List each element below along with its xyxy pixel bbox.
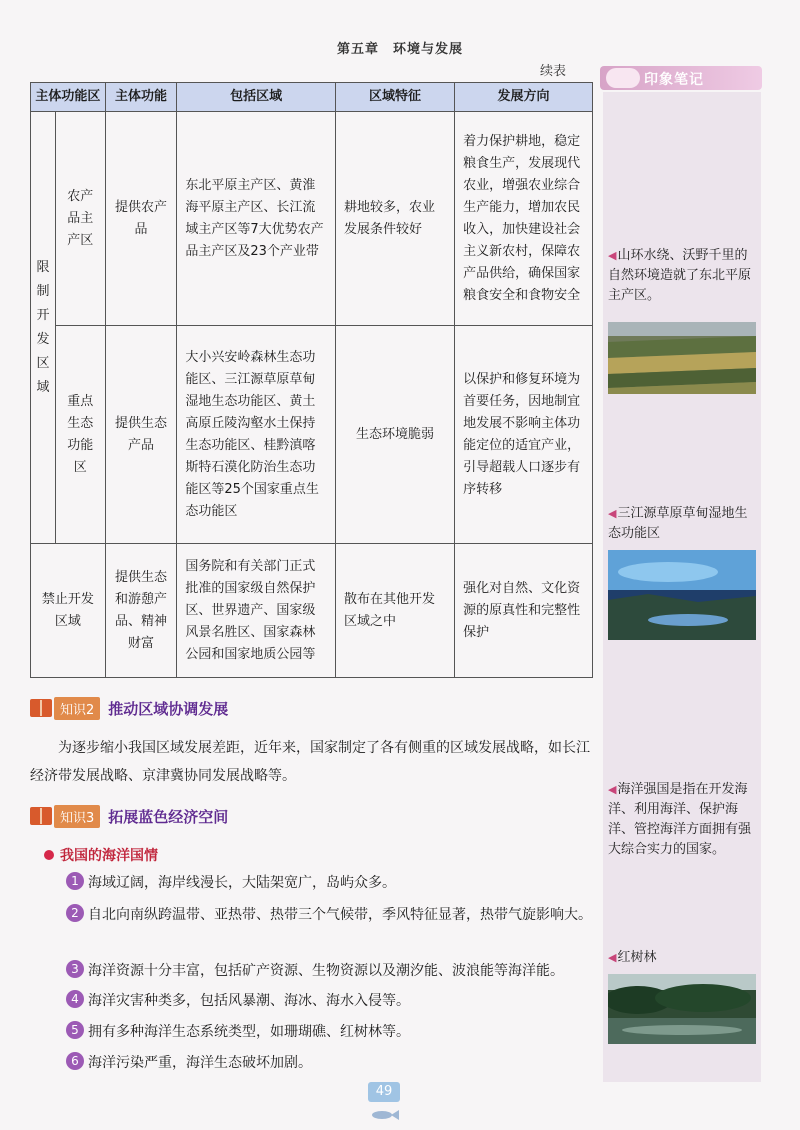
sidebar-note-sanjiangyuan: ◀三江源草原草甸湿地生态功能区 (608, 506, 748, 541)
pointer-icon: ◀ (608, 783, 617, 796)
table-row (31, 112, 593, 326)
feature-cell: 生态环境脆弱 (335, 326, 454, 544)
photo-northeast-plain (608, 322, 756, 394)
sidebar-title: 印象笔记 (644, 72, 704, 88)
knowledge-tag: 知识3 (54, 805, 100, 828)
table-header: 主体功能 (105, 83, 177, 112)
knowledge-2-text: 为逐步缩小我国区域发展差距，近年来，国家制定了各有侧重的区域发展战略，如长江经济带发展战略、京津冀协同发展战略等。 (30, 740, 590, 784)
function-cell: 提供农产品 (105, 112, 177, 326)
regions-cell: 大小兴安岭森林生态功能区、三江源草原草甸湿地生态功能区、黄土高原丘陵沟壑水土保持生态功能区、桂黔滇喀斯特石漠化防治生态功能区等25个国家重点生态功能区 (177, 326, 336, 544)
direction-cell: 以保护和修复环境为首要任务，因地制宜地发展不影响主体功能定位的适宜产业，引导超载人口逐步有序转移 (455, 326, 593, 544)
ocean-subtitle: 我国的海洋国情 (44, 845, 158, 865)
regions-cell: 东北平原主产区、黄淮海平原主产区、长江流域主产区等7大优势农产品主产区及23个产业带 (177, 112, 336, 326)
knowledge-title: 拓展蓝色经济空间 (108, 807, 229, 826)
group-label-restricted: 限制开发区域 (31, 112, 56, 544)
sidebar-note-ocean-power: ◀海洋强国是指在开发海洋、利用海洋、保护海洋、管控海洋方面拥有强大综合实力的国家。 (608, 782, 752, 857)
fish-icon (370, 1108, 400, 1122)
regions-cell: 国务院和有关部门正式批准的国家级自然保护区、世界遗产、国家级风景名胜区、国家森林公园和国家地质公园等 (177, 544, 336, 678)
knowledge-title: 推动区域协调发展 (108, 699, 229, 718)
sidebar-note-northeast: ◀山环水绕、沃野千里的自然环境造就了东北平原主产区。 (608, 248, 752, 303)
list-item: 5 拥有多种海洋生态系统类型，如珊瑚礁、红树林等。 (66, 1019, 598, 1045)
feature-cell: 散布在其他开发区域之中 (335, 544, 454, 678)
chapter-title: 第五章 环境与发展 (336, 42, 463, 57)
book-icon (30, 699, 52, 717)
table-header-row (31, 83, 593, 112)
table-header: 区域特征 (335, 83, 454, 112)
bullet-icon (44, 850, 54, 860)
knowledge-2-heading (30, 696, 228, 720)
continued-label: 续表 (540, 64, 567, 79)
zone-cell: 重点生态功能区 (55, 326, 105, 544)
photo-sanjiangyuan-wetland (608, 550, 756, 640)
direction-cell: 强化对自然、文化资源的原真性和完整性保护 (455, 544, 593, 678)
table-row (31, 326, 593, 544)
sidebar-header (600, 66, 762, 90)
direction-cell: 着力保护耕地，稳定粮食生产，发展现代农业，增强农业综合生产能力，增加农民收入，加快建设社会主义新农村，保障农产品供给，确保国家粮食安全和食物安全 (455, 112, 593, 326)
zone-cell: 禁止开发区域 (31, 544, 106, 678)
table-row (31, 544, 593, 678)
book-icon (30, 807, 52, 825)
knowledge-tag: 知识2 (54, 697, 100, 720)
zone-cell: 农产品主产区 (55, 112, 105, 326)
list-item: 3 海洋资源十分丰富，包括矿产资源、生物资源以及潮汐能、波浪能等海洋能。 (66, 958, 598, 984)
pointer-icon: ◀ (608, 951, 617, 964)
function-cell: 提供生态产品 (105, 326, 177, 544)
table-header: 发展方向 (455, 83, 593, 112)
function-cell: 提供生态和游憩产品、精神财富 (105, 544, 177, 678)
table-header: 主体功能区 (31, 83, 106, 112)
notebook-icon (606, 68, 640, 88)
table-header: 包括区域 (177, 83, 336, 112)
page-number: 49 (368, 1082, 400, 1102)
photo-mangrove (608, 974, 756, 1044)
pointer-icon: ◀ (608, 249, 617, 262)
knowledge-3-heading (30, 804, 228, 828)
sidebar-note-mangrove: ◀红树林 (608, 950, 657, 965)
list-item: 2 自北向南纵跨温带、亚热带、热带三个气候带，季风特征显著，热带气旋影响大。 (66, 902, 598, 928)
list-item: 6 海洋污染严重，海洋生态破坏加剧。 (66, 1050, 598, 1076)
list-item: 4 海洋灾害种类多，包括风暴潮、海冰、海水入侵等。 (66, 988, 598, 1014)
list-item: 1 海域辽阔，海岸线漫长，大陆架宽广，岛屿众多。 (66, 870, 598, 896)
pointer-icon: ◀ (608, 507, 617, 520)
function-zone-table (30, 82, 593, 678)
feature-cell: 耕地较多，农业发展条件较好 (335, 112, 454, 326)
